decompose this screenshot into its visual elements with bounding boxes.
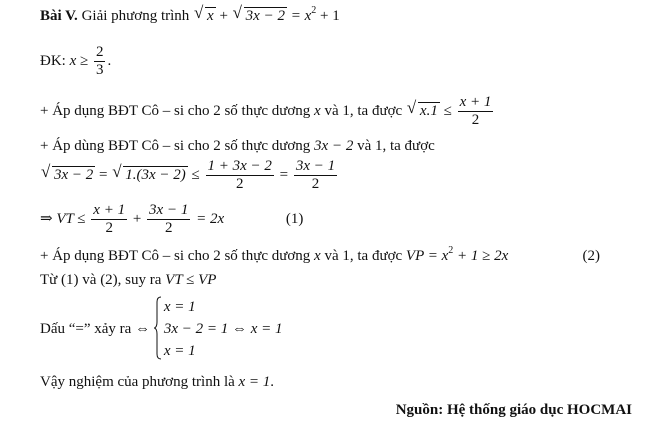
step-1: + Áp dụng BĐT Cô – si cho 2 số thực dương x và 1, ta được √ x.1 ≤ $\frac{x + 1}{2}$	[40, 94, 495, 129]
source-credit: Nguồn: Hệ thống giáo dục HOCMAI	[395, 402, 632, 418]
step-5: Từ (1) và (2), suy ra VT ≤ VP	[40, 272, 217, 288]
step-2-inequality: √ 3x − 2 = √ 1.(3x − 2) ≤ $\frac{1 + 3x - 2}{2}$ = $\frac{3x - 1}{2}$	[40, 158, 339, 193]
problem-equation: √ x + √ $3x - 2 = x^2 + 1$	[193, 8, 340, 24]
condition-fraction: $\frac{2}{3}$	[95, 44, 104, 78]
problem-title	[40, 6, 340, 26]
step-4-inequality: VP = $x^2 + 1 \ge 2x$	[405, 245, 509, 264]
step-3: ⇒ VT ≤ $\frac{x + 1}{2}$ + $\frac{3x - 1}{2}$ = 2x (1)	[40, 202, 304, 236]
step-4: + Áp dụng BĐT Cô – si cho 2 số thực dương x và 1, ta được VP = $x^2 + 1 \ge 2x$ (2)	[40, 245, 600, 264]
conclusion: Vậy nghiệm của phương trình là x = 1.	[40, 374, 275, 390]
tag-1: (1)	[285, 210, 304, 227]
case-1: x = 1	[163, 299, 196, 315]
case-2: 3x − 2 = 1 ⇔ x = 1	[163, 321, 283, 337]
tag-2: (2)	[582, 248, 600, 264]
problem-text: Giải phương trình	[81, 8, 190, 24]
equality-condition: Dấu “=” xảy ra ⇔ x = 1 3x − 2 = 1 ⇔ x = 1 x = 1	[40, 296, 283, 362]
domain-condition: ĐK: x ≥ $\frac{2}{3}$ .	[40, 44, 112, 78]
case-3: x = 1	[163, 343, 196, 359]
step-1-inequality: √ x.1 ≤ $\frac{x + 1}{2}$	[406, 103, 495, 119]
brace-icon	[154, 296, 162, 360]
problem-label: Bài V.	[40, 8, 78, 24]
case-system	[154, 296, 283, 362]
step-2: + Áp dùng BĐT Cô – si cho 2 số thực dương 3x − 2 và 1, ta được	[40, 138, 435, 154]
condition-label: ĐK:	[40, 52, 66, 69]
